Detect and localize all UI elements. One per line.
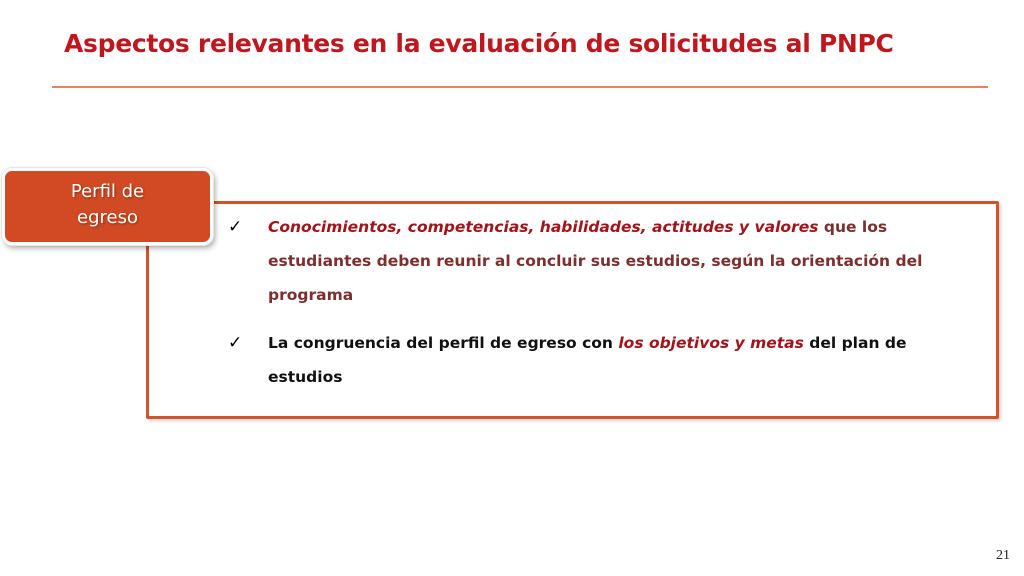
page-number: 21 — [996, 548, 1010, 563]
bullet-list — [228, 210, 968, 394]
section-tag-line-1: Perfil de — [70, 181, 145, 202]
bullet-1-emphasis: Conocimientos, competencias, habilidades, actitudes y valores — [268, 218, 819, 236]
section-tag-line-2: egreso — [77, 207, 138, 228]
check-icon: ✓ — [228, 217, 243, 237]
section-tag — [2, 168, 213, 245]
title-divider — [52, 86, 988, 88]
bullet-2-text: del plan de estudios — [268, 334, 907, 386]
slide-title: Aspectos relevantes en la evaluación de solicitudes al PNPC — [64, 29, 894, 58]
bullet-item-1 — [228, 210, 968, 312]
bullet-2-emphasis: los objetivos y metas — [618, 334, 804, 352]
bullet-item-2 — [228, 326, 968, 394]
bullet-1-text: que los estudiantes deben reunir al concluir sus estudios, según la orientación del programa — [268, 218, 923, 304]
bullet-2-lead: La congruencia del perfil de egreso con — [268, 334, 619, 352]
check-icon: ✓ — [228, 333, 243, 353]
